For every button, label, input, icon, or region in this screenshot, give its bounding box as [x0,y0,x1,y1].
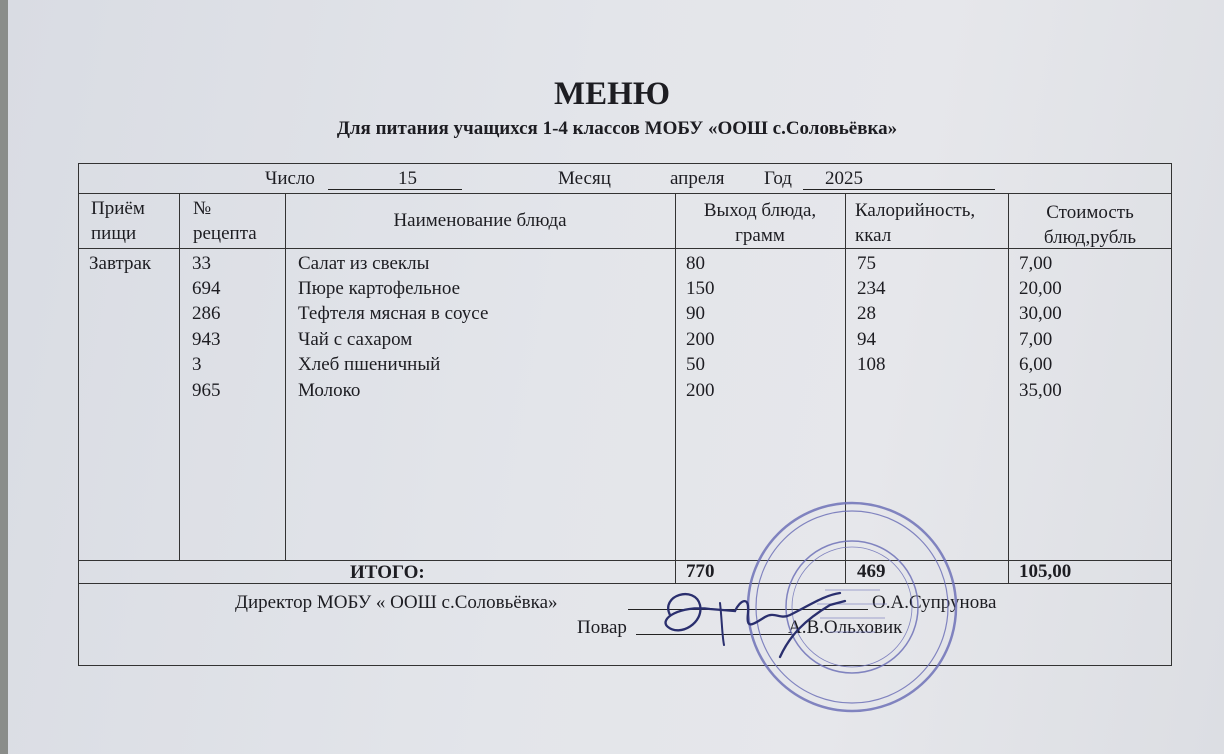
header-dish: Наименование блюда [393,210,567,231]
header-portion-line1: Выход блюда, [703,200,817,221]
portion-value: 50 [686,354,705,375]
dish-name: Хлеб пшеничный [298,354,441,375]
price-value: 30,00 [1019,303,1062,324]
header-price [1008,200,1172,250]
portion-value: 80 [686,253,705,274]
header-calories-line1: Калорийность, [855,200,976,221]
total-label: ИТОГО: [350,562,425,583]
day-blank-line [328,189,462,190]
total-price: 105,00 [1019,561,1072,582]
calories-value: 94 [857,329,876,350]
meal-name: Завтрак [89,253,152,274]
month-label: Месяц [558,168,611,189]
header-price-line2: блюд,рубль [1043,227,1137,248]
year-value: 2025 [825,168,863,189]
header-calories-line2: ккал [855,225,892,246]
document-subtitle: Для питания учащихся 1-4 классов МОБУ «ООШ с.Соловьёвка» [336,118,898,139]
header-portion-line2: грамм [735,225,785,246]
recipe-number: 33 [192,253,211,274]
header-recipe [193,196,257,246]
cook-label: Повар [577,617,627,638]
total-portion: 770 [686,561,715,582]
price-value: 35,00 [1019,380,1062,401]
recipe-number: 3 [192,354,202,375]
dish-name: Салат из свеклы [298,253,430,274]
recipe-number: 965 [192,380,221,401]
cook-name: А.В.Ольховик [788,617,903,638]
price-value: 20,00 [1019,278,1062,299]
table-rule [78,583,1172,584]
header-price-line1: Стоимость [1046,202,1134,223]
table-rule [675,193,676,583]
portion-value: 150 [686,278,715,299]
calories-value: 234 [857,278,886,299]
dish-name: Тефтеля мясная в соусе [298,303,489,324]
dish-name: Молоко [298,380,361,401]
header-portion [675,198,845,248]
signature-scribble [640,575,870,665]
dish-name: Чай с сахаром [298,329,413,350]
day-value: 15 [398,168,417,189]
recipe-number: 694 [192,278,221,299]
table-rule [179,193,180,560]
header-recipe-line1: № [193,198,212,219]
director-name: О.А.Супрунова [872,592,997,613]
portion-value: 90 [686,303,705,324]
price-value: 6,00 [1019,354,1053,375]
table-rule [1008,193,1009,583]
paper-left-edge [0,0,8,754]
header-recipe-line2: рецепта [193,223,257,244]
day-label: Число [265,168,315,189]
table-rule [285,193,286,560]
calories-value: 108 [857,354,886,375]
total-calories: 469 [857,561,886,582]
document-title: МЕНЮ [554,76,670,112]
header-meal [91,196,145,246]
year-label: Год [764,168,792,189]
calories-value: 28 [857,303,876,324]
price-value: 7,00 [1019,329,1053,350]
dish-name: Пюре картофельное [298,278,461,299]
director-label: Директор МОБУ « ООШ с.Соловьёвка» [235,592,558,613]
price-value: 7,00 [1019,253,1053,274]
header-calories [855,198,975,248]
header-meal-line2: пищи [91,223,137,244]
month-value: апреля [670,168,725,189]
calories-value: 75 [857,253,876,274]
portion-value: 200 [686,329,715,350]
recipe-number: 286 [192,303,221,324]
recipe-number: 943 [192,329,221,350]
header-meal-line1: Приём [91,198,145,219]
portion-value: 200 [686,380,715,401]
